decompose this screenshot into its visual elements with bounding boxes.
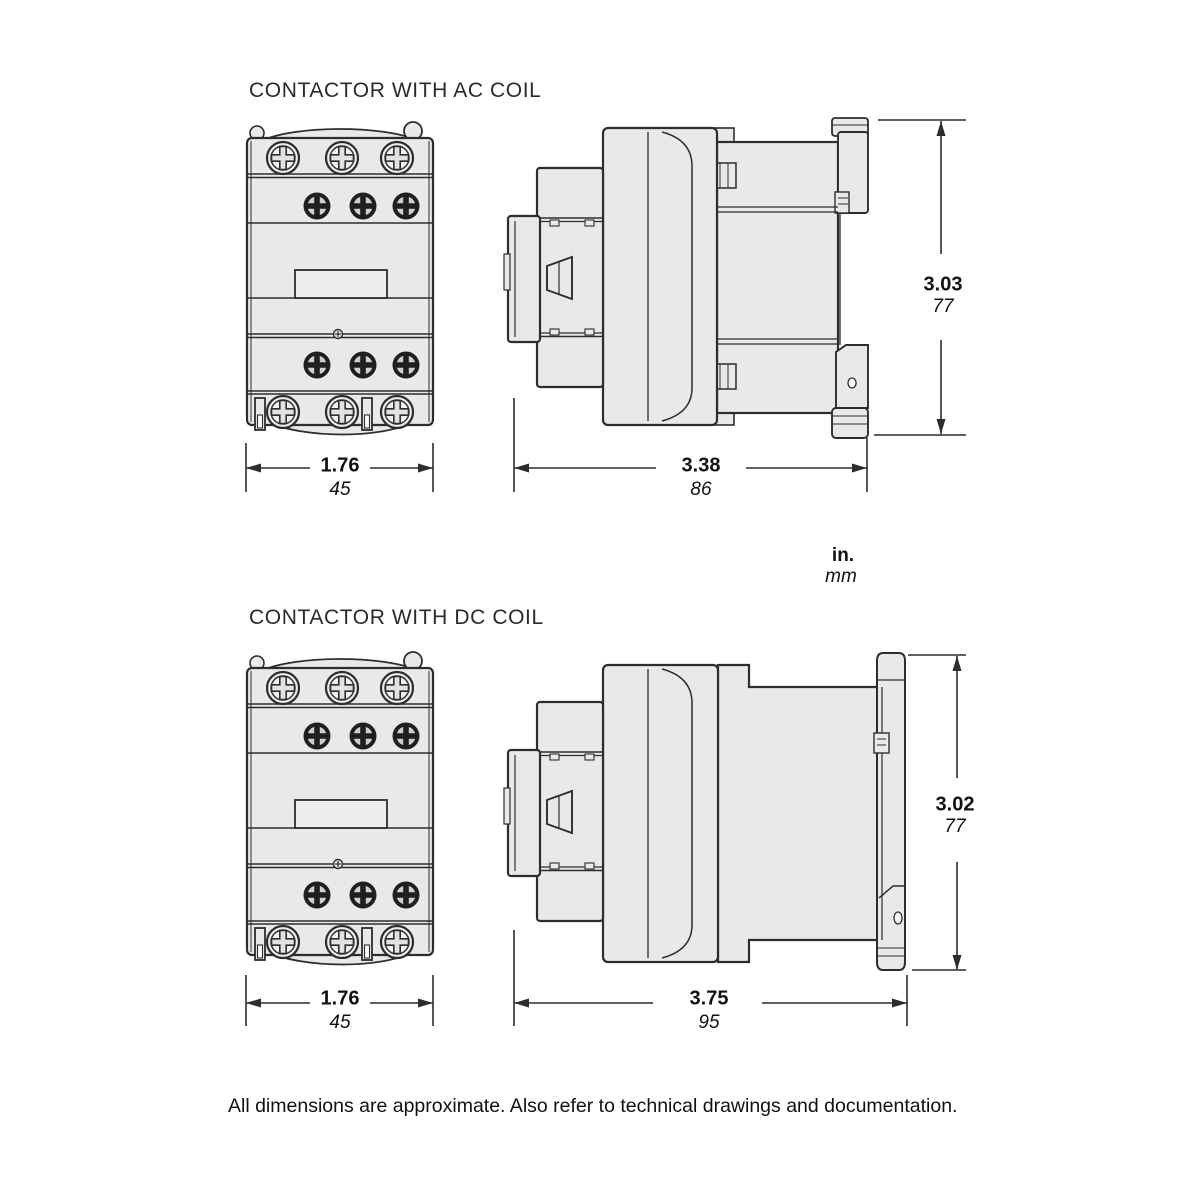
ac-width-dimension-inches: 1.76 [320,454,360,477]
ac-depth-dimension-mm: 86 [690,479,712,500]
units-legend-inches: in. [831,545,855,566]
dc-width-dimension-mm: 45 [329,1012,351,1033]
dc-section-title: CONTACTOR WITH DC COIL [249,606,544,629]
ac-section-title: CONTACTOR WITH AC COIL [249,79,542,102]
dc-depth-dimension-inches: 3.75 [689,987,729,1010]
dc-height-dimension-inches: 3.02 [935,793,975,816]
ac-height-dimension-mm: 77 [932,296,954,317]
dimension-arrowheads [246,121,962,1008]
ac-depth-dimension-inches: 3.38 [681,454,721,477]
dc-height-dimension-mm: 77 [944,816,966,837]
dc-width-dimension-inches: 1.76 [320,987,360,1010]
ac-height-dimension-inches: 3.03 [923,273,963,296]
footer-note: All dimensions are approximate. Also refer to technical drawings and documentation. [228,1095,958,1117]
units-legend-mm: mm [825,566,857,587]
dc-depth-dimension-mm: 95 [698,1012,720,1033]
ac-width-dimension-mm: 45 [329,479,351,500]
